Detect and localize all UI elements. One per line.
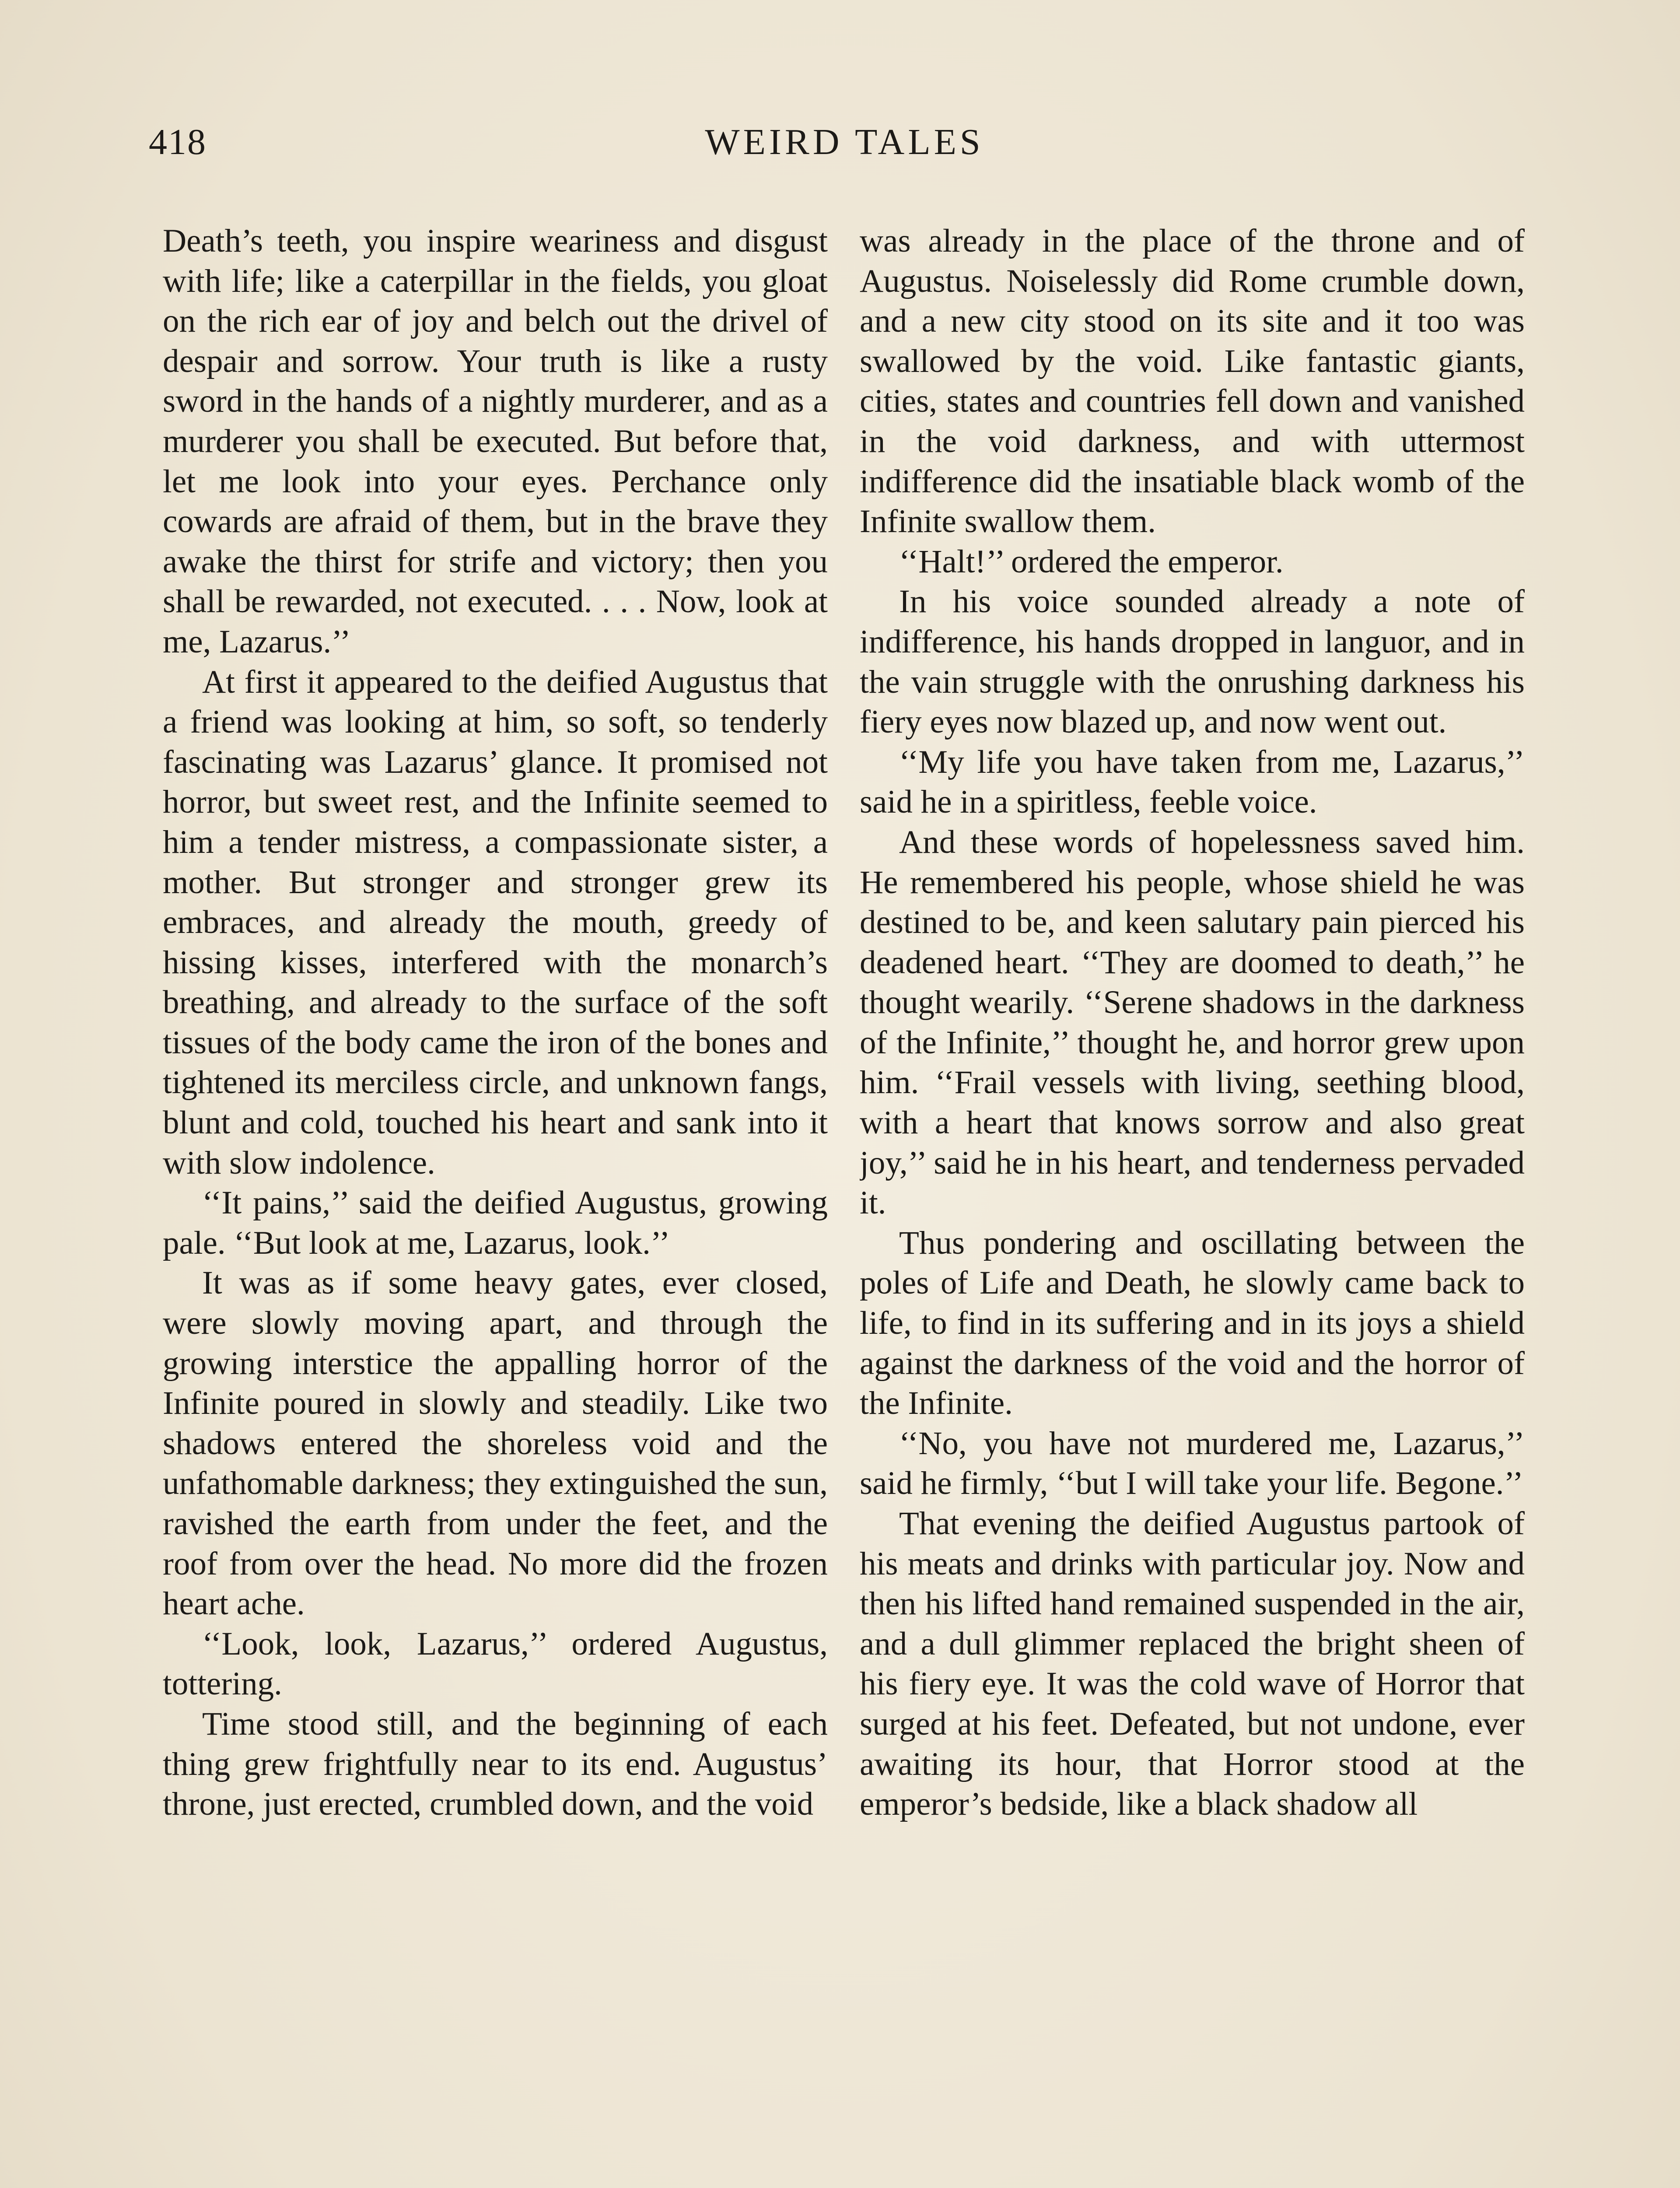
paragraph: Death’s teeth, you inspire weariness and disgust with life; like a caterpillar in the fields, you gloat on the rich ear of joy and belch out the drivel of despair and sorrow. Your truth is like a rusty sword in the hands of a nightly murderer, and as a murderer you shall be executed. But before that, let me look into your eyes. Perchance only cowards are afraid of them, but in the brave they awake the thirst for strife and victory; then you shall be rewarded, not executed. . . . Now, look at me, Lazarus.’’ xyxy=(163,223,828,660)
paragraph: Time stood still, and the beginning of each thing grew frightfully near to its end. Augustus’ throne, just erected, crumbled down, and the void xyxy=(163,1705,828,1823)
running-title: WEIRD TALES xyxy=(705,122,984,162)
paragraph: was already in the place of the throne and of Augustus. Noiselessly did Rome crumble down, and a new city stood on its site and it too was swallowed by the void. Like fantastic giants, cities, states and countries fell down and vanished in the void darkness, and with uttermost indifference did the insatiable black womb of the Infinite swallow them. xyxy=(860,223,1525,540)
paragraph: That evening the deified Augustus partook of his meats and drinks with particular joy. Now and then his lifted hand remained suspended in the air, and a dull glimmer replaced the bright sheen of his fiery eye. It was the cold wave of Horror that surged at his feet. Defeated, but not undone, ever awaiting its hour, that Horror stood at the emperor’s bedside, like a black shadow all xyxy=(860,1505,1525,1823)
paragraph: ‘‘It pains,’’ said the deified Augustus, growing pale. ‘‘But look at me, Lazarus, look.’’ xyxy=(163,1185,828,1261)
paragraph: And these words of hopelessness saved him. He remembered his people, whose shield he was destined to be, and keen salutary pain pierced his deadened heart. ‘‘They are doomed to death,’’ he thought wearily. ‘‘Serene shadows in the darkness of the Infinite,’’ thought he, and horror grew upon him. ‘‘Frail vessels with living, seething blood, with a heart that knows sorrow and also great joy,’’ said he in his heart, and tenderness pervaded it. xyxy=(860,824,1525,1221)
left-column xyxy=(163,221,828,2188)
paragraph: At first it appeared to the deified Augustus that a friend was looking at him, so soft, so tenderly fascinating was Lazarus’ glance. It promised not horror, but sweet rest, and the Infinite seemed to him a tender mistress, a compassionate sister, a mother. But stronger and stronger grew its embraces, and already the mouth, greedy of hissing kisses, interfered with the monarch’s breathing, and already to the surface of the soft tissues of the body came the iron of the bones and tightened its merciless circle, and unknown fangs, blunt and cold, touched his heart and sank into it with slow indolence. xyxy=(163,663,828,1181)
right-column xyxy=(860,221,1525,2188)
paragraph: Thus pondering and oscillating between the poles of Life and Death, he slowly came back to life, to find in its suffering and in its joys a shield against the darkness of the void and the horror of the Infinite. xyxy=(860,1224,1525,1422)
paragraph: In his voice sounded already a note of indifference, his hands dropped in languor, and in the vain struggle with the onrushing darkness his fiery eyes now blazed up, and now went out. xyxy=(860,583,1525,740)
paragraph: It was as if some heavy gates, ever closed, were slowly moving apart, and through the growing interstice the appalling horror of the Infinite poured in slowly and steadily. Like two shadows entered the shoreless void and the unfathomable darkness; they extinguished the sun, ravished the earth from under the feet, and the roof from over the head. No more did the frozen heart ache. xyxy=(163,1265,828,1622)
paragraph: ‘‘No, you have not murdered me, Lazarus,’’ said he firmly, ‘‘but I will take your life. Begone.’’ xyxy=(860,1425,1525,1502)
paragraph: ‘‘Look, look, Lazarus,’’ ordered Augustus, tottering. xyxy=(163,1625,828,1702)
paragraph: ‘‘My life you have taken from me, Lazarus,’’ said he in a spiritless, feeble voice. xyxy=(860,743,1525,820)
page-number: 418 xyxy=(149,122,206,162)
paragraph: ‘‘Halt!’’ ordered the emperor. xyxy=(899,543,1284,580)
page-header xyxy=(149,118,1540,166)
